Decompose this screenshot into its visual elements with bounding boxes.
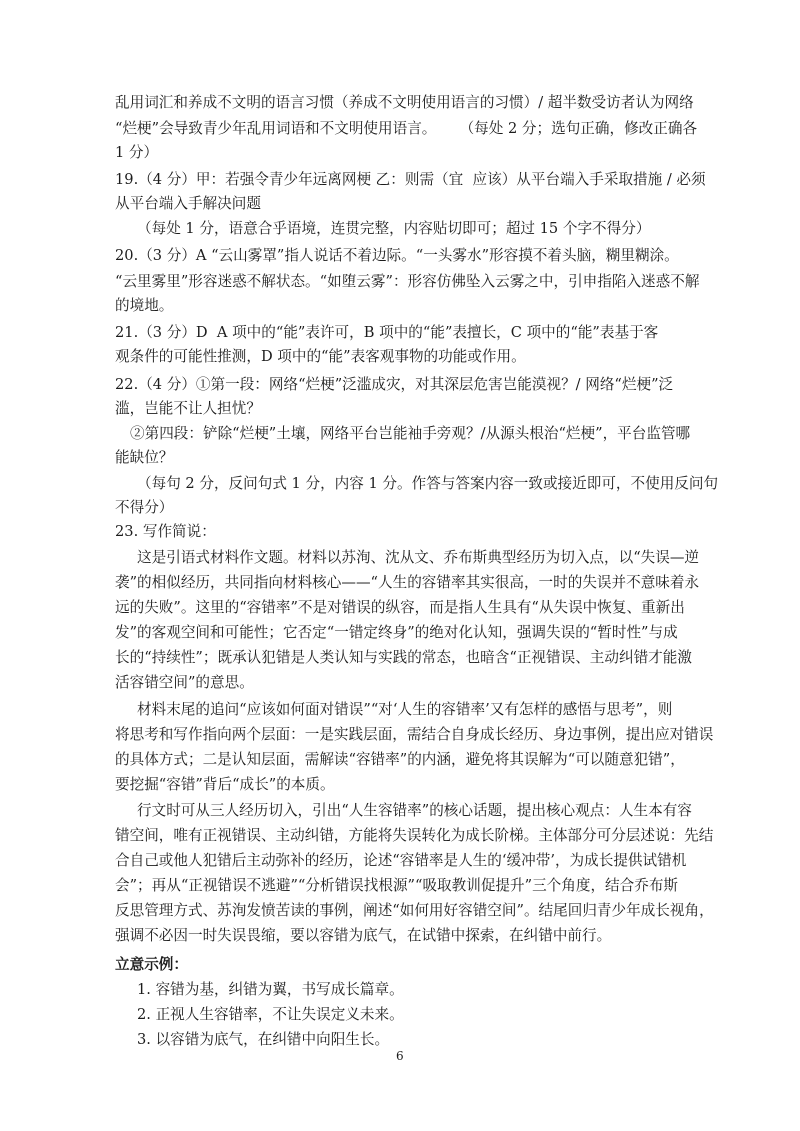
text-line: 能缺位？	[115, 449, 174, 466]
text-line: 会”；再从“正视错误不逃避”“分析错误找根源”“吸取教训促提升”三个角度，结合乔布斯	[115, 877, 679, 894]
example-heading: 立意示例：	[115, 956, 188, 973]
q22-line: 22.（4 分）①第一段：网络“烂梗”泛滥成灾，对其深层危害岂能漠视？/ 网络“烂梗”泛	[115, 376, 674, 393]
text-line: 这是引语式材料作文题。材料以苏洵、沈从文、乔布斯典型经历为切入点，以“失误—逆	[137, 549, 700, 566]
text-line: “云里雾里”形容迷惑不解状态。“如堕云雾”：形容仿佛坠入云雾之中，引申指陷入迷惑不解	[115, 273, 700, 290]
text-line: 观条件的可能性推测，D 项中的“能”表客观事物的功能或作用。	[115, 348, 526, 365]
text-line: 要挖掘“容错”背后“成长”的本质。	[115, 776, 335, 793]
list-item: 2. 正视人生容错率，不让失误定义未来。	[137, 1006, 404, 1023]
text-line: 合自己或他人犯错后主动弥补的经历，论述“容错率是人生的‘缓冲带’，为成长提供试错机	[115, 852, 687, 869]
text-line: 行文时可从三人经历切入，引出“人生容错率”的核心话题，提出核心观点：人生本有容	[137, 802, 692, 819]
text-line: ②第四段：铲除“烂梗”土壤，网络平台岂能袖手旁观？/从源头根治“烂梗”，平台监管哪	[130, 425, 691, 442]
q19-line: 19.（4 分）甲：若强令青少年远离网梗 乙：则需（宜 应该）从平台端入手采取措施 / 必须	[115, 171, 706, 188]
text-line: 的具体方式；二是认知层面，需解读“容错率”的内涵，避免将其误解为“可以随意犯错”，	[115, 751, 685, 768]
text-line: 不得分）	[115, 499, 174, 516]
text-line: 的境地。	[115, 297, 174, 314]
text-line: 乱用词汇和养成不文明的语言习惯（养成不文明使用语言的习惯）/ 超半数受访者认为网络	[115, 94, 694, 111]
text-line: 滥，岂能不让人担忧？	[115, 400, 261, 417]
text-line: 反思管理方式、苏洵发愤苦读的事例，阐述“如何用好容错空间”。结尾回归青少年成长视角，	[115, 902, 714, 919]
text-line: 从平台端入手解决问题	[115, 195, 261, 212]
text-line: 活容错空间”的意思。	[115, 674, 254, 691]
q21-line: 21.（3 分）D A 项中的“能”表许可，B 项中的“能”表擅长，C 项中的“能”表基于客	[115, 324, 659, 341]
q20-line: 20.（3 分）A “云山雾罩”指人说话不着边际。“一头雾水”形容摸不着头脑，糊里糊涂。	[115, 247, 679, 264]
q23-heading: 23. 写作简说：	[115, 523, 216, 540]
text-line: 长的“持续性”；既承认犯错是人类认知与实践的常态，也暗含“正视错误、主动纠错才能激	[115, 649, 692, 666]
scoring-note: （每句 2 分，反问句式 1 分，内容 1 分。作答与答案内容一致或接近即可，不使用反问句	[137, 475, 719, 492]
text-line: 错空间，唯有正视错误、主动纠错，方能将失误转化为成长阶梯。主体部分可分层述说：先结	[115, 827, 714, 844]
text-line: 发”的客观空间和可能性；它否定“一错定终身”的绝对化认知，强调失误的“暂时性”与成	[115, 624, 678, 641]
text-line: 袭”的相似经历，共同指向材料核心——“人生的容错率其实很高，一时的失误并不意味着永	[115, 574, 700, 591]
list-item: 3. 以容错为底气，在纠错中向阳生长。	[137, 1031, 390, 1048]
scoring-note: （每处 1 分，语意合乎语境，连贯完整，内容贴切即可；超过 15 个字不得分）	[137, 220, 651, 237]
text-line: 强调不必因一时失误畏缩，要以容错为底气，在试错中探索，在纠错中前行。	[115, 927, 612, 944]
list-item: 1. 容错为基，纠错为翼，书写成长篇章。	[137, 981, 404, 998]
text-line: 1 分）	[115, 144, 159, 161]
text-line: “烂梗”会导致青少年乱用词语和不文明使用语言。 （每处 2 分；选句正确，修改正确各	[115, 120, 698, 137]
text-line: 远的失败”。这里的“容错率”不是对错误的纵容，而是指人生具有“从失误中恢复、重新出	[115, 599, 685, 616]
text-line: 将思考和写作指向两个层面：一是实践层面，需结合自身成长经历、身边事例，提出应对错误	[115, 726, 714, 743]
text-line: 材料末尾的追问“应该如何面对错误”“对‘人生的容错率’又有怎样的感悟与思考”，则	[137, 701, 673, 718]
page-number: 6	[396, 1049, 404, 1063]
